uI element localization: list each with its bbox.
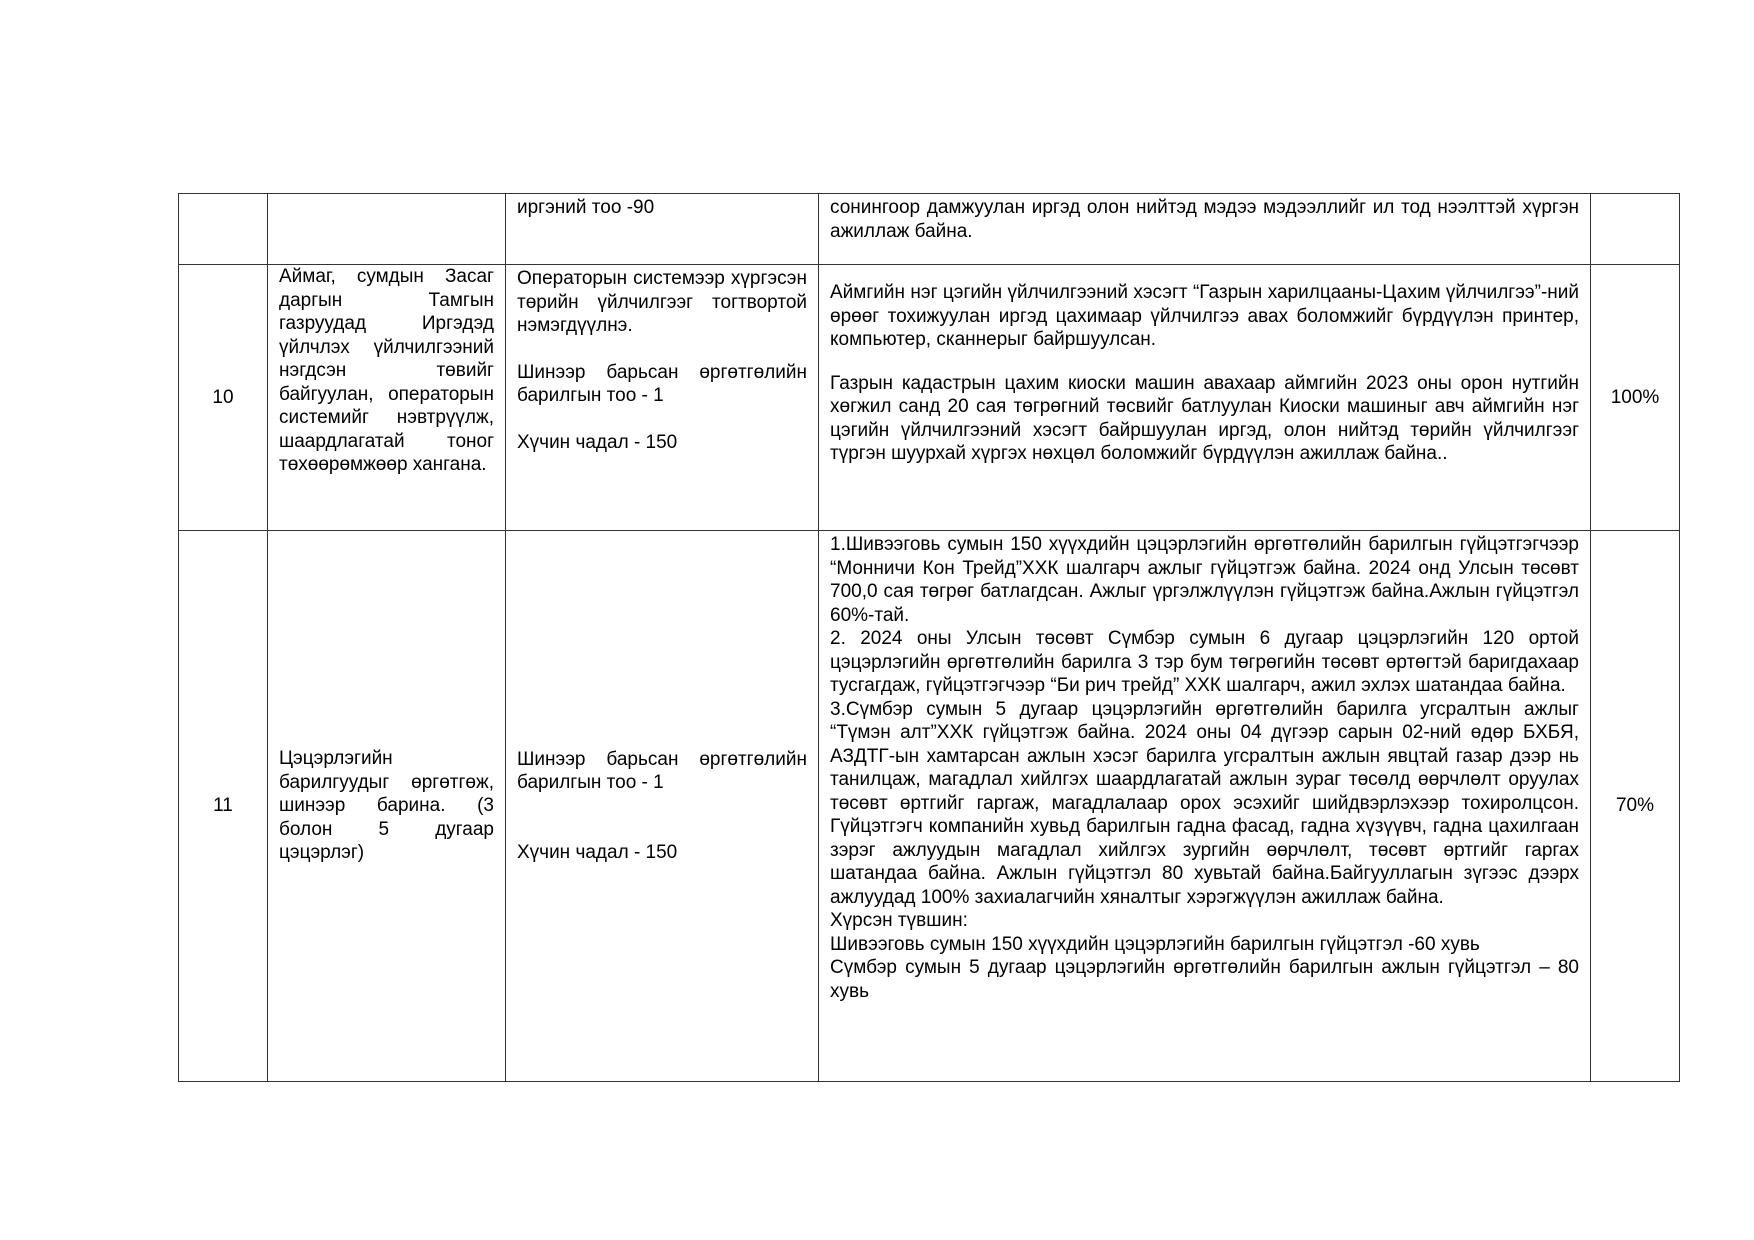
report-table [178, 193, 1680, 1082]
row-number-cell [179, 194, 268, 265]
indicator-cell [506, 194, 819, 265]
indicator-text-2: Хүчин чадал - 150 [517, 841, 678, 863]
percent-cell: 100% [1591, 265, 1680, 531]
activity-text-4: Хүрсэн түвшин: [830, 910, 968, 931]
table-row [179, 194, 1680, 265]
activity-text-2: 2. 2024 оны Улсын төсөвт Сүмбэр сумын 6 дугаар цэцэрлэгийн 120 ортой цэцэрлэгийн өргөтгөлийн барилга 3 тэр бум төгрөгийн төсөвт өртөгтэй баригдахаар тусгагдаж, гүйцэтгэгчээр “Би рич трейд” ХХК шалгарч, ажил эхлэх шатандаа байна. [830, 628, 1579, 696]
activity-text-5: Шивээговь сумын 150 хүүхдийн цэцэрлэгийн барилгын гүйцэтгэл -60 хувь [830, 933, 1480, 955]
row-number-cell: 10 [179, 265, 268, 531]
indicator-text-1: Шинээр барьсан өргөтгөлийн барилгын тоо - 1 [517, 748, 807, 794]
indicator-text-1: Операторын системээр хүргэсэн төрийн үйлчилгээг тогтвортой нэмэгдүүлнэ. [517, 268, 807, 336]
percent-cell [1591, 194, 1680, 265]
indicator-cell [506, 265, 819, 531]
activity-text-6: Сүмбэр сумын 5 дугаар цэцэрлэгийн өргөтгөлийн барилгын ажлын гүйцэтгэл – 80 хувь [830, 957, 1579, 1002]
percent-cell: 70% [1591, 531, 1680, 1082]
activity-text-3: 3.Сүмбэр сумын 5 дугаар цэцэрлэгийн өргөтгөлийн барилга угсралтын ажлыг “Түмэн алт”ХХК гүйцэтгэж байна. 2024 оны 04 дүгээр сарын 02-ний өдөр БХБЯ, АЗДТГ-ын хамтарсан ажлын хэсэг барилга угсралтын ажлын явцтай газар дээр нь танилцаж, магадлал хийлгэх шаардлагатай ажлын зураг төсөлд өөрчлөлт оруулах төсөвт өртгийг гаргаж, магадлалаар орох эсэхийг шийдвэрлэхээр тохиролцсон. Гүйцэтгэгч компанийн хувьд барилгын гадна фасад, гадна хүзүүвч, гадна цахилгаан зэрэг ажлуудын магадлал хийлгэх зургийн өөрчлөлт, төсөвт өртгийг гаргах шатандаа байна. Ажлын гүйцэтгэл 80 хувьтай байна.Байгууллагын зүгээс дээрх ажлуудад 100% захиалагчийн хяналтыг хэрэгжүүлэн ажиллаж байна. [830, 698, 1579, 908]
indicator-cell [506, 531, 819, 1082]
activity-text-1: Аймгийн нэг цэгийн үйлчилгээний хэсэгт “Газрын харилцааны-Цахим үйлчилгээ”-ний өрөөг тохижуулан иргэд цахимаар үйлчилгээ авах боломжийг бүрдүүлэн принтер, компьютер, сканнерыг байршуулсан. [830, 282, 1579, 350]
activity-cell [819, 265, 1591, 531]
table-row [179, 265, 1680, 531]
table-row [179, 531, 1680, 1082]
activity-text-1: 1.Шивээговь сумын 150 хүүхдийн цэцэрлэгийн өргөтгөлийн барилгын гүйцэтгэгчээр “Монничи Кон Трейд”ХХК шалгарч ажлыг гүйцэтгэж байна. 2024 онд Улсын төсөвт 700,0 сая төгрөг батлагдсан. Ажлыг үргэлжлүүлэн гүйцэтгэж байна.Ажлын гүйцэтгэл 60%-тай. [830, 534, 1579, 626]
goal-cell: Аймаг, сумдын Засаг даргын Тамгын газруудад Иргэдэд үйлчлэх үйлчилгээний нэгдсэн төвийг байгуулан, операторын системийг нэвтрүүлж, шаардлагатай тоног төхөөрөмжөөр хангана. [268, 265, 506, 531]
indicator-text-2: Шинээр барьсан өргөтгөлийн барилгын тоо - 1 [517, 361, 807, 406]
goal-cell: Цэцэрлэгийн барилгуудыг өргөтгөж, шинээр барина. (3 болон 5 дугаар цэцэрлэг) [268, 531, 506, 1082]
activity-text: сонингоор дамжуулан иргэд олон нийтэд мэдээ мэдээллийг ил тод нээлттэй хүргэн ажиллаж байна. [830, 197, 1579, 242]
activity-cell [819, 531, 1591, 1082]
activity-cell [819, 194, 1591, 265]
activity-text-2: Газрын кадастрын цахим киоски машин авахаар аймгийн 2023 оны орон нутгийн хөгжил санд 20 сая төгрөгний төсвийг батлуулан Киоски машиныг авч аймгийн нэг цэгийн үйлчилгээний хэсэгт байршуулан иргэд, олон нийтэд төрийн үйлчилгээг түргэн шуурхай хүргэх нөхцөл боломжийг бүрдүүлэн ажиллаж байна.. [830, 372, 1579, 464]
indicator-text: иргэний тоо -90 [517, 197, 655, 218]
goal-cell [268, 194, 506, 265]
indicator-text-3: Хүчин чадал - 150 [517, 431, 678, 453]
row-number-cell: 11 [179, 531, 268, 1082]
